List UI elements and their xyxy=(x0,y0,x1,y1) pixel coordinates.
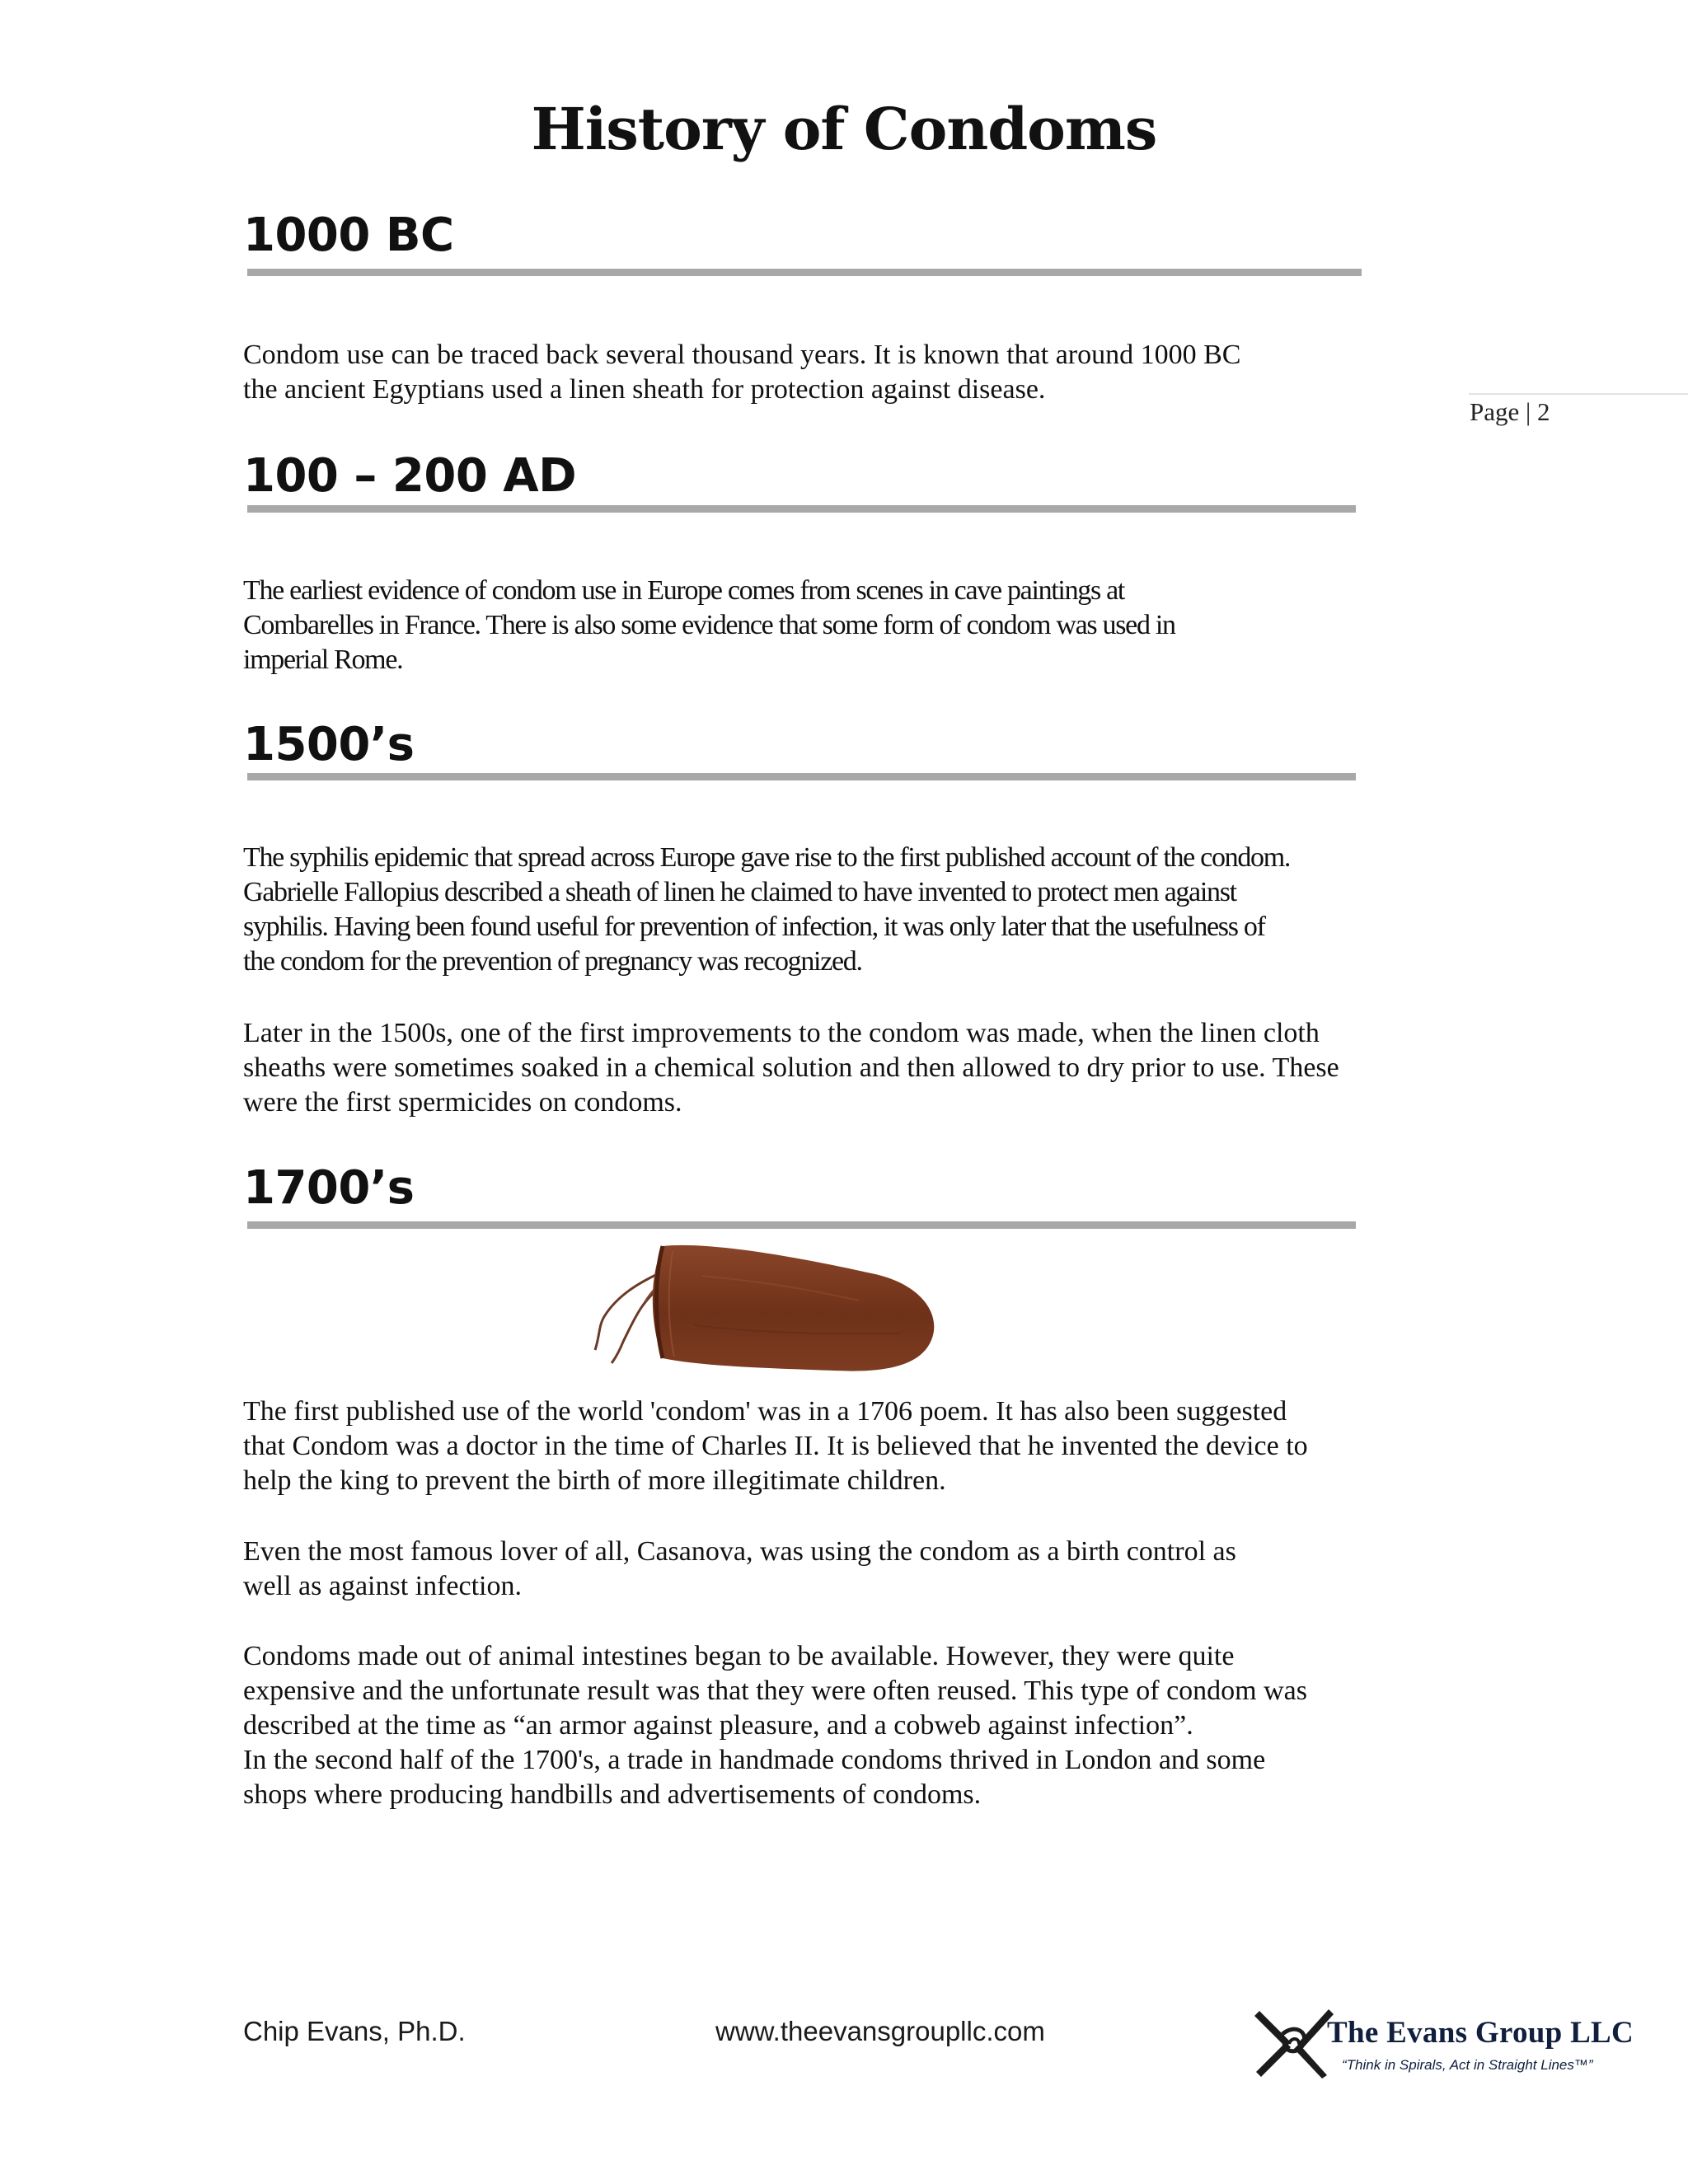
section-rule xyxy=(247,269,1362,276)
paragraph-1700s-first-use: The first published use of the world 'condom' was in a 1706 poem. It has also been suggested that Condom was a doctor in the time of Charles II. It is believed that he invented the device to help the king to prevent the birth of more illegitimate children. xyxy=(243,1396,1308,1496)
paragraph-1000-bc: Condom use can be traced back several thousand years. It is known that around 1000 BC the ancient Egyptians used a linen sheath for protection against disease. xyxy=(243,340,1241,405)
page-number: Page | 2 xyxy=(1470,397,1550,426)
footer-author: Chip Evans, Ph.D. xyxy=(243,2016,466,2046)
section-heading-1000-bc: 1000 BC xyxy=(243,209,454,262)
section-rule xyxy=(247,773,1356,780)
paragraph-1700s-animal-intestines: Condoms made out of animal intestines began to be available. However, they were quite expensive and the unfortunate result was that they were often reused. This type of condom was described at the time as “an armor against pleasure, and a cobweb against infection”. In the second half of the 1700's, a trade in handmade condoms thrived in London and some shops where producing handbills and advertisements of condoms. xyxy=(243,1641,1307,1810)
company-name: The Evans Group LLC xyxy=(1327,2016,1634,2050)
paragraph-1500s-syphilis: The syphilis epidemic that spread across Europe gave rise to the first published account of the condom. Gabrielle Fallopius described a sheath of linen he claimed to have invented to protect men against syphilis. Having been found useful for prevention of infection, it was only later that the usefulness of the condom for the prevention of pregnancy was recognized. xyxy=(243,842,1291,977)
section-heading-100-200-ad: 100 – 200 AD xyxy=(243,449,577,503)
section-heading-1700s: 1700’s xyxy=(243,1161,415,1215)
paragraph-1700s-casanova: Even the most famous lover of all, Casanova, was using the condom as a birth control as well as against infection. xyxy=(243,1536,1236,1601)
section-rule xyxy=(247,1221,1356,1229)
margin-divider xyxy=(1469,393,1688,395)
spiral-x-logo-icon xyxy=(1253,2006,1335,2080)
section-heading-1500s: 1500’s xyxy=(243,718,415,771)
paragraph-100-200-ad: The earliest evidence of condom use in Europe comes from scenes in cave paintings at Combarelles in France. There is also some evidence that some form of condom was used in imperial Rome. xyxy=(243,575,1175,675)
page-title: History of Condoms xyxy=(531,95,1157,163)
company-tagline: “Think in Spirals, Act in Straight Lines™” xyxy=(1342,2057,1593,2073)
footer-website: www.theevansgroupllc.com xyxy=(715,2016,1045,2046)
linen-sheath-illustration xyxy=(587,1235,941,1379)
paragraph-1500s-improvements: Later in the 1500s, one of the first improvements to the condom was made, when the linen cloth sheaths were sometimes soaked in a chemical solution and then allowed to dry prior to use. These were the first spermicides on condoms. xyxy=(243,1018,1339,1118)
section-rule xyxy=(247,505,1356,513)
